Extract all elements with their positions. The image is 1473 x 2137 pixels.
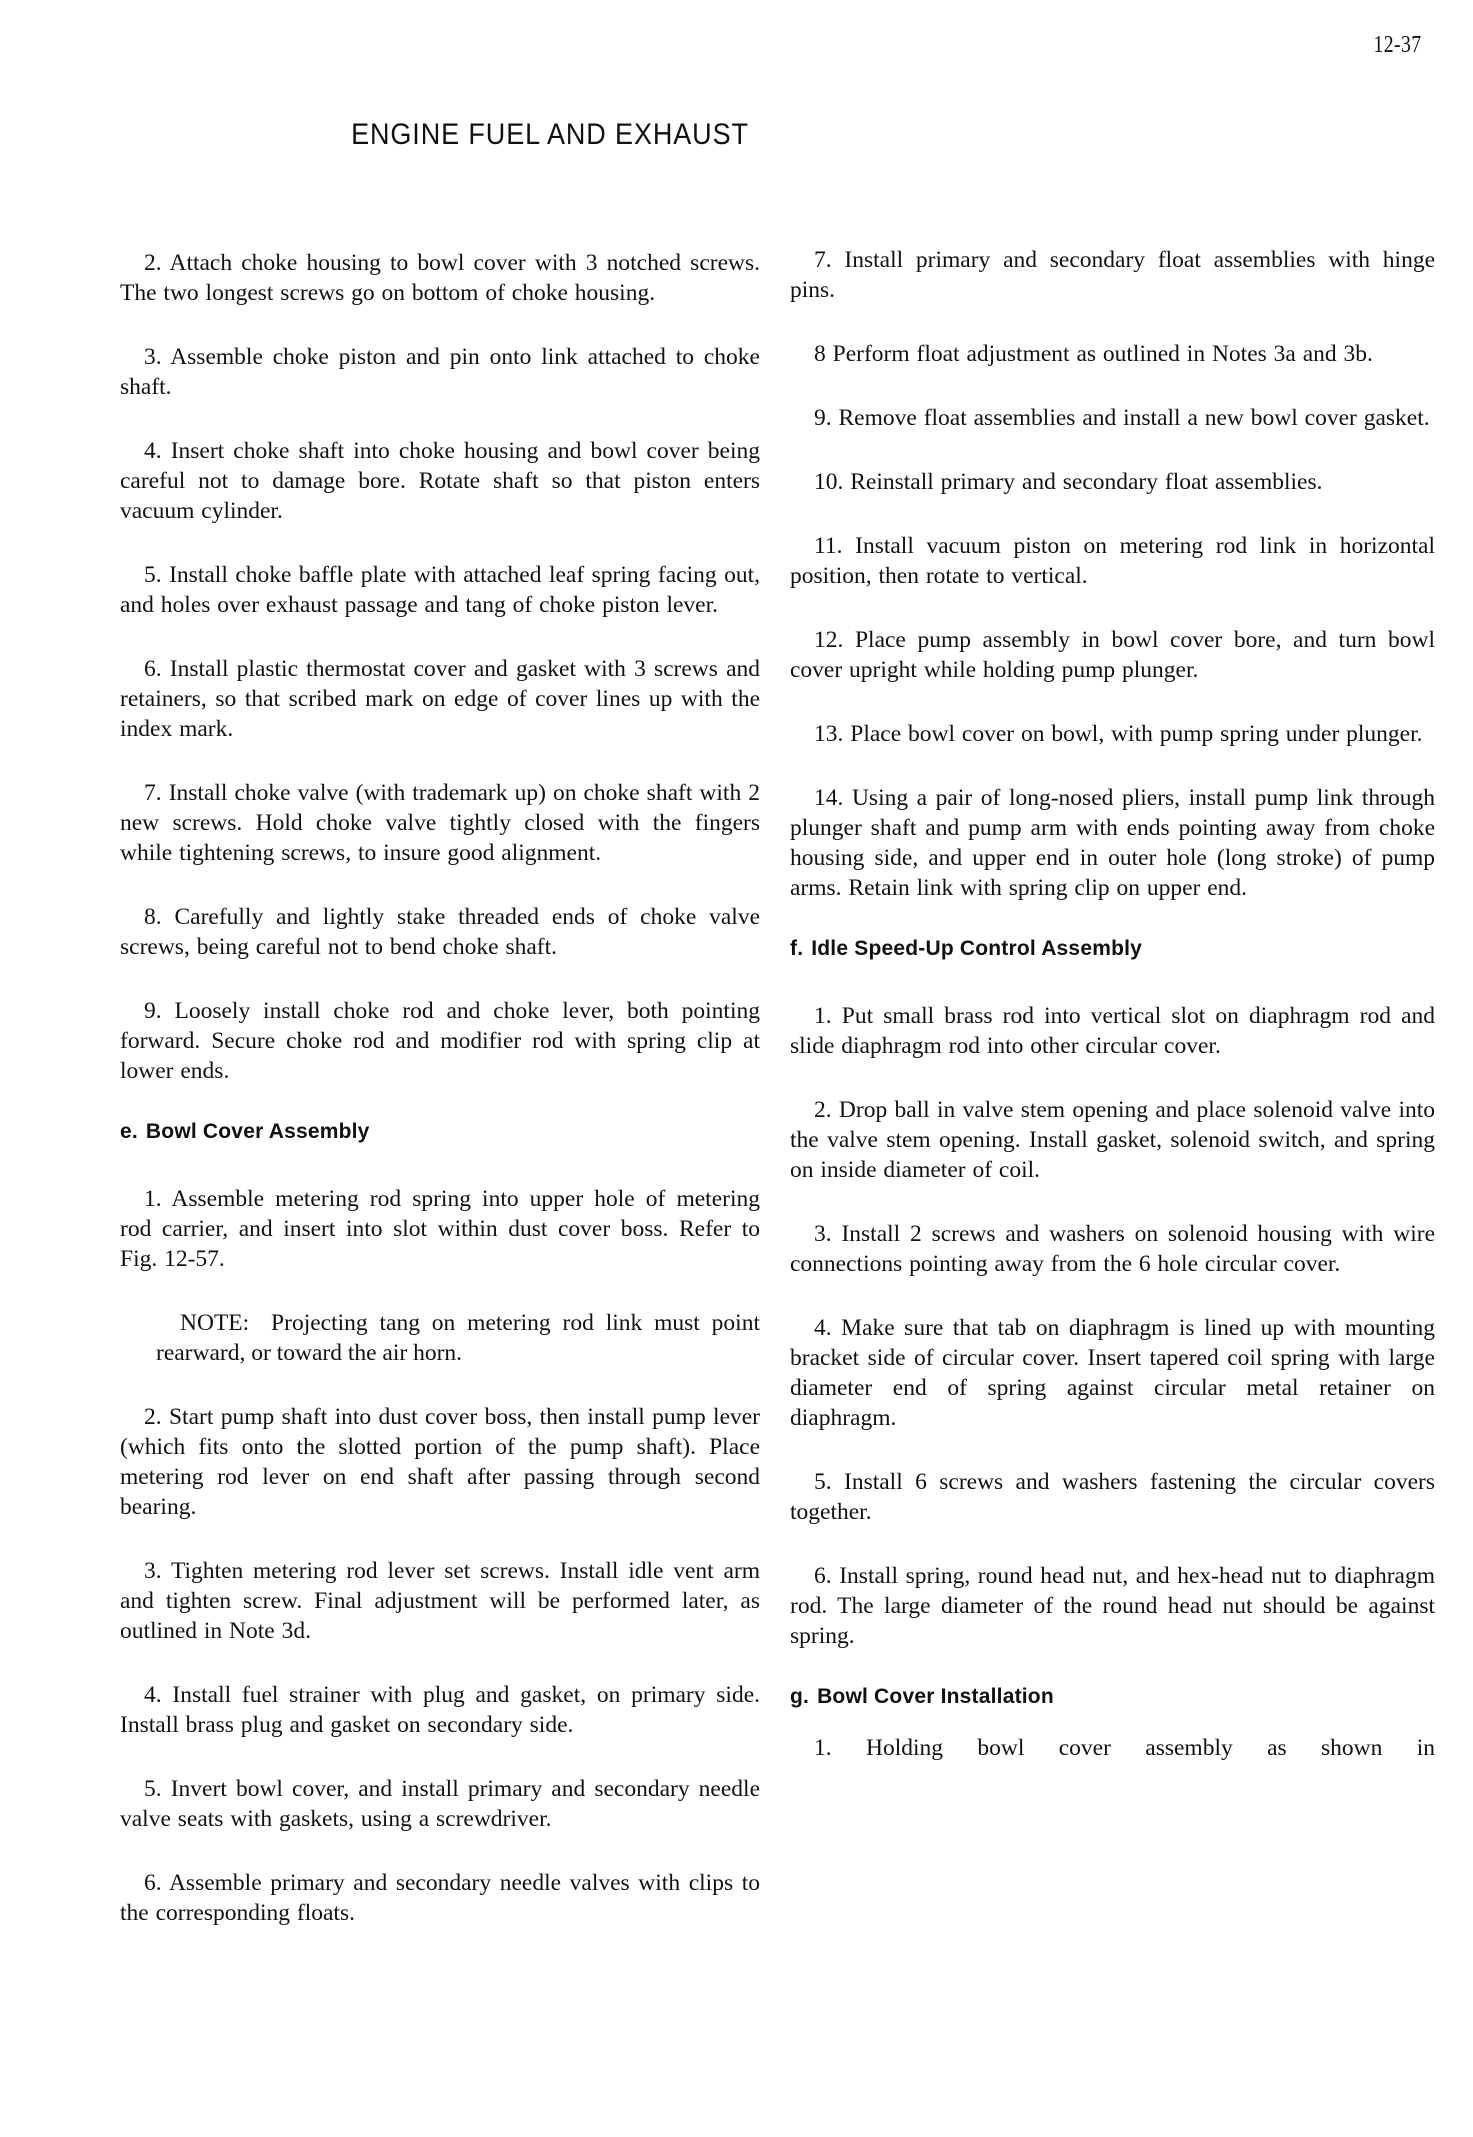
step-text: Perform float adjustment as outlined in Notes 3a and 3b.	[832, 341, 1373, 367]
step-text: Insert choke shaft into choke housing and bowl cover being careful not to damage bore. Rotate shaft so that piston enters vacuum cylinder.	[120, 438, 761, 524]
step-choke-4	[120, 436, 760, 526]
step-choke-5	[120, 560, 760, 620]
step-text: Place bowl cover on bowl, with pump spring under plunger.	[850, 721, 1423, 747]
step-number: 1.	[814, 1735, 832, 1761]
step-text: Install 2 screws and washers on solenoid housing with wire connections pointing away from the 6 hole circular cover.	[790, 1221, 1435, 1277]
section-letter: f.	[790, 937, 804, 960]
step-bowl-1	[120, 1184, 760, 1274]
step-choke-9	[120, 996, 760, 1086]
note-label: NOTE:	[180, 1310, 250, 1336]
step-number: 9.	[814, 405, 832, 431]
step-number: 2.	[144, 1404, 162, 1430]
step-bowl-12	[790, 625, 1435, 685]
step-bowl-7	[790, 245, 1435, 305]
step-bowl-10	[790, 467, 1435, 497]
step-bowl-14	[790, 783, 1435, 903]
step-number: 5.	[144, 562, 162, 588]
step-text: Assemble choke piston and pin onto link attached to choke shaft.	[120, 344, 760, 400]
step-text: Assemble primary and secondary needle valves with clips to the corresponding floats.	[120, 1870, 760, 1926]
step-number: 8	[814, 341, 826, 367]
step-idle-3	[790, 1219, 1435, 1279]
step-text: Attach choke housing to bowl cover with 3 notched screws. The two longest screws go on bottom of choke housing.	[120, 250, 760, 306]
step-number: 5.	[144, 1776, 162, 1802]
step-choke-6	[120, 654, 760, 744]
section-heading-bowl-cover-installation	[790, 1685, 1435, 1709]
step-number: 13.	[814, 721, 844, 747]
step-bowl-9	[790, 403, 1435, 433]
note-text: Projecting tang on metering rod link must point rearward, or toward the air horn.	[156, 1310, 760, 1366]
step-text: Invert bowl cover, and install primary and secondary needle valve seats with gaskets, using a screwdriver.	[120, 1776, 761, 1832]
section-heading-bowl-cover-assembly	[120, 1120, 760, 1144]
step-idle-4	[790, 1313, 1435, 1433]
step-number: 11.	[814, 533, 843, 559]
step-number: 8.	[144, 904, 162, 930]
step-number: 9.	[144, 998, 162, 1024]
step-idle-2	[790, 1095, 1435, 1185]
step-text: Place pump assembly in bowl cover bore, and turn bowl cover upright while holding pump plunger.	[790, 627, 1436, 683]
step-text: Install 6 screws and washers fastening the circular covers together.	[790, 1469, 1435, 1525]
step-number: 3.	[144, 344, 162, 370]
step-text: Remove float assemblies and install a new bowl cover gasket.	[838, 405, 1430, 431]
step-idle-1	[790, 1001, 1435, 1061]
section-heading-idle-speed-up-control-assembly	[790, 937, 1435, 961]
step-number: 14.	[814, 785, 844, 811]
step-number: 2.	[814, 1097, 832, 1123]
step-idle-5	[790, 1467, 1435, 1527]
step-text: Loosely install choke rod and choke lever, both pointing forward. Secure choke rod and modifier rod with spring clip at lower ends.	[120, 998, 760, 1084]
step-bowl-6	[120, 1868, 760, 1928]
step-number: 7.	[144, 780, 162, 806]
step-number: 3.	[814, 1221, 832, 1247]
step-text: Install plastic thermostat cover and gasket with 3 screws and retainers, so that scribed mark on edge of cover lines up with the index mark.	[120, 656, 760, 742]
step-text: Make sure that tab on diaphragm is lined up with mounting bracket side of circular cover. Insert tapered coil spring with large diameter end of spring against circular metal retainer on diaphragm.	[790, 1315, 1435, 1431]
step-install-1	[790, 1733, 1435, 1763]
step-choke-3	[120, 342, 760, 402]
step-text: Start pump shaft into dust cover boss, then install pump lever (which fits onto the slotted portion of the pump shaft). Place metering rod lever on end shaft after passing through second bearing.	[120, 1404, 761, 1520]
step-text: Install choke valve (with trademark up) on choke shaft with 2 new screws. Hold choke valve tightly closed with the fingers while tightening screws, to insure good alignment.	[120, 780, 760, 866]
step-text: Holding bowl cover assembly as shown in	[865, 1735, 1435, 1761]
page-title: ENGINE FUEL AND EXHAUST	[351, 118, 749, 151]
step-text: Install vacuum piston on metering rod link in horizontal position, then rotate to vertical.	[790, 533, 1436, 589]
step-choke-2	[120, 248, 760, 308]
step-text: Assemble metering rod spring into upper hole of metering rod carrier, and insert into slot within dust cover boss. Refer to Fig. 12-57.	[120, 1186, 760, 1272]
note-block	[156, 1308, 760, 1368]
left-column	[120, 248, 760, 1962]
step-number: 4.	[144, 1682, 162, 1708]
right-column	[790, 245, 1435, 1797]
page-number: 12-37	[1373, 32, 1421, 58]
step-number: 5.	[814, 1469, 832, 1495]
step-choke-7	[120, 778, 760, 868]
step-number: 4.	[144, 438, 162, 464]
step-number: 6.	[144, 1870, 162, 1896]
step-bowl-4	[120, 1680, 760, 1740]
step-number: 1.	[814, 1003, 832, 1029]
step-bowl-13	[790, 719, 1435, 749]
step-number: 7.	[814, 247, 832, 273]
step-number: 6.	[814, 1563, 832, 1589]
step-text: Put small brass rod into vertical slot on diaphragm rod and slide diaphragm rod into other circular cover.	[790, 1003, 1436, 1059]
step-bowl-2	[120, 1402, 760, 1522]
step-number: 6.	[144, 656, 162, 682]
step-text: Install spring, round head nut, and hex-head nut to diaphragm rod. The large diameter of the round head nut should be against spring.	[790, 1563, 1435, 1649]
step-text: Reinstall primary and secondary float assemblies.	[850, 469, 1323, 495]
section-letter: g.	[790, 1685, 810, 1708]
step-bowl-5	[120, 1774, 760, 1834]
section-title: Idle Speed-Up Control Assembly	[811, 937, 1143, 960]
step-number: 1.	[144, 1186, 162, 1212]
step-number: 10.	[814, 469, 844, 495]
step-bowl-3	[120, 1556, 760, 1646]
step-number: 12.	[814, 627, 844, 653]
step-number: 2.	[144, 250, 162, 276]
step-bowl-8	[790, 339, 1435, 369]
step-bowl-11	[790, 531, 1435, 591]
step-text: Tighten metering rod lever set screws. Install idle vent arm and tighten screw. Final adjustment will be performed later, as outlined in Note 3d.	[120, 1558, 760, 1644]
section-letter: e.	[120, 1120, 138, 1143]
step-text: Install primary and secondary float assemblies with hinge pins.	[790, 247, 1435, 303]
step-text: Carefully and lightly stake threaded ends of choke valve screws, being careful not to bend choke shaft.	[120, 904, 761, 960]
step-choke-8	[120, 902, 760, 962]
step-text: Drop ball in valve stem opening and place solenoid valve into the valve stem opening. Install gasket, solenoid switch, and spring on inside diameter of coil.	[790, 1097, 1435, 1183]
step-idle-6	[790, 1561, 1435, 1651]
section-title: Bowl Cover Installation	[817, 1685, 1054, 1708]
step-number: 4.	[814, 1315, 832, 1341]
step-text: Using a pair of long-nosed pliers, install pump link through plunger shaft and pump arm with ends pointing away from choke housing side, and upper end in outer hole (long stroke) of pump arms. Retain link with spring clip on upper end.	[790, 785, 1435, 901]
step-text: Install fuel strainer with plug and gasket, on primary side. Install brass plug and gasket on secondary side.	[120, 1682, 760, 1738]
step-text: Install choke baffle plate with attached leaf spring facing out, and holes over exhaust passage and tang of choke piston lever.	[120, 562, 760, 618]
section-title: Bowl Cover Assembly	[145, 1120, 370, 1143]
step-number: 3.	[144, 1558, 162, 1584]
